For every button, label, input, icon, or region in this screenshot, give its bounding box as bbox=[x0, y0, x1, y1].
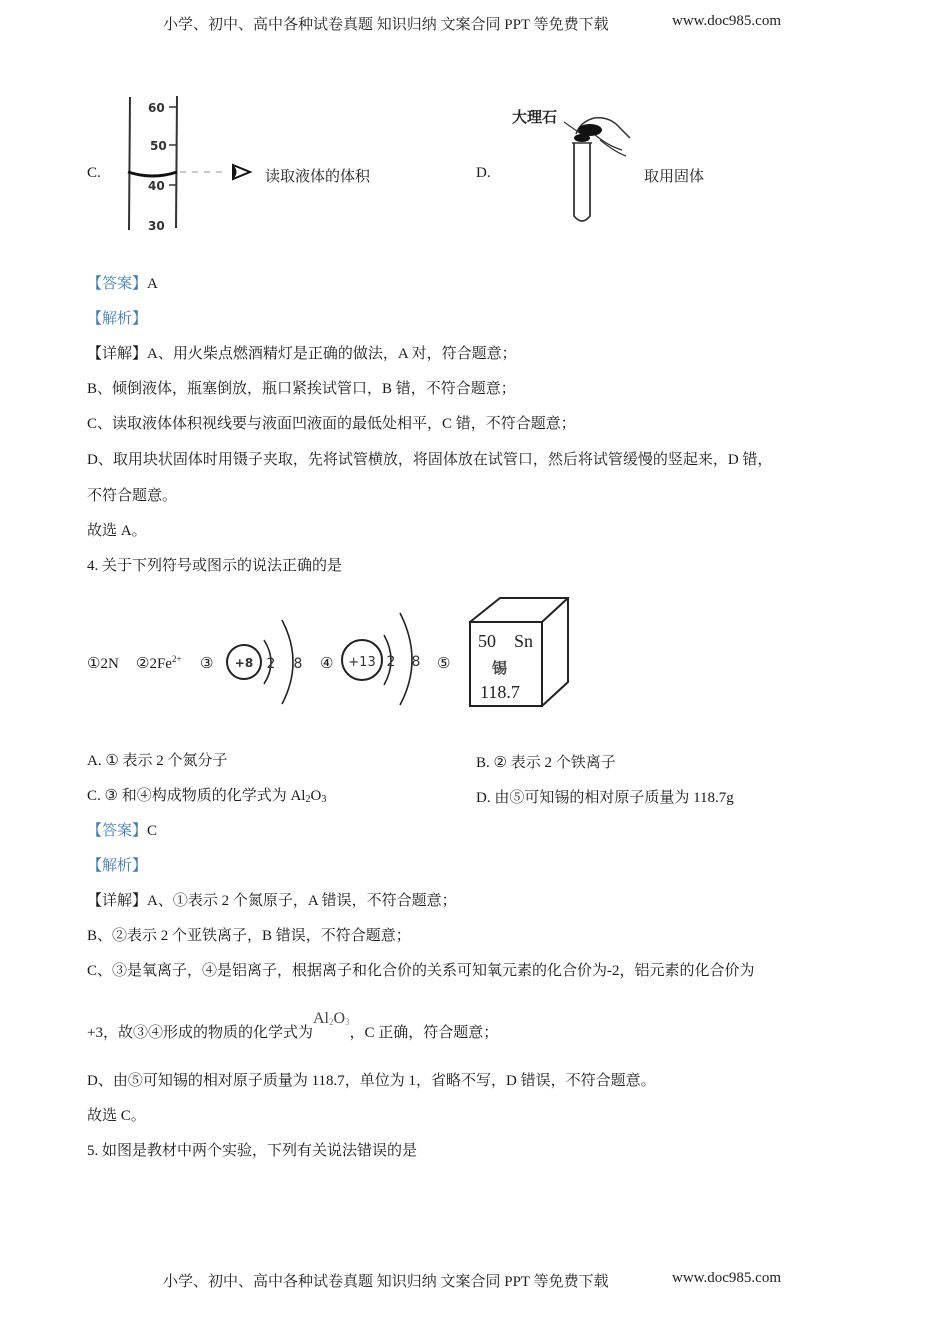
subscript: 3 bbox=[345, 1017, 350, 1027]
symbol-2-label: ② bbox=[136, 656, 150, 672]
symbol-5-label: ⑤ bbox=[437, 656, 451, 672]
element-symbol: Sn bbox=[514, 631, 534, 651]
graduated-cylinder-figure bbox=[120, 92, 260, 234]
detail-line-c: C、③是氧离子，④是铝离子，根据离子和化合价的关系可知氧元素的化合价为-2，铝元素的化合价为 bbox=[87, 963, 755, 979]
formula-al2o3 bbox=[313, 1010, 350, 1027]
detail-tag: 【详解】 bbox=[87, 346, 148, 362]
detail-line-d: D、取用块状固体时用镊子夹取，先将试管横放，将固体放在试管口，然后将试管缓慢的竖起来，D 错， bbox=[87, 452, 773, 468]
detail-text: A、①表示 2 个氮原子，A 错误，不符合题意； bbox=[147, 893, 457, 909]
answer-tag: 【答案】 bbox=[87, 823, 148, 839]
detail-line-a bbox=[87, 344, 517, 364]
detail-line-b: B、②表示 2 个亚铁离子，B 错误，不符合题意； bbox=[87, 928, 411, 944]
conclusion-q4: 故选 C。 bbox=[87, 1108, 146, 1124]
option-c-text: C. ③ 和④构成物质的化学式为 Al bbox=[87, 788, 306, 804]
symbol-1-value: 2N bbox=[100, 656, 119, 672]
detail-line-b: B、倾倒液体，瓶塞倒放，瓶口紧挨试管口，B 错，不符合题意； bbox=[87, 381, 516, 397]
scale-label-60: 60 bbox=[148, 101, 165, 115]
answer-value: C bbox=[147, 823, 158, 839]
detail-text: A、用火柴点燃酒精灯是正确的做法，A 对，符合题意； bbox=[147, 346, 517, 362]
shell-1-electrons: 2 bbox=[386, 654, 396, 670]
element-name: 锡 bbox=[492, 659, 508, 677]
nucleus-charge: +13 bbox=[348, 655, 376, 670]
symbol-1-label: ① bbox=[87, 656, 101, 672]
eye-icon bbox=[233, 165, 250, 179]
question-4-stem: 4. 关于下列符号或图示的说法正确的是 bbox=[87, 558, 343, 574]
option-d: D. 由⑤可知锡的相对原子质量为 118.7g bbox=[476, 790, 734, 806]
oxygen-ion-structure-diagram bbox=[222, 612, 312, 712]
scale-label-30: 30 bbox=[148, 219, 165, 233]
scale-label-50: 50 bbox=[150, 139, 167, 153]
detail-line-c: C、读取液体体积视线要与液面凹液面的最低处相平，C 错，不符合题意； bbox=[87, 416, 576, 432]
aluminum-ion-structure-diagram bbox=[340, 605, 430, 710]
formula-part: O bbox=[333, 1010, 346, 1027]
nucleus-charge: +8 bbox=[234, 656, 254, 670]
option-a: A. ① 表示 2 个氮分子 bbox=[87, 753, 228, 769]
symbol-2-value: 2Fe bbox=[149, 656, 172, 672]
option-d-caption: 取用固体 bbox=[644, 169, 705, 185]
symbol-4-label: ④ bbox=[320, 656, 334, 672]
answer-tag: 【答案】 bbox=[87, 276, 148, 292]
option-c bbox=[87, 786, 326, 810]
page-header-url: www.doc985.com bbox=[672, 13, 782, 29]
symbol-1 bbox=[87, 654, 119, 673]
hand-with-tweezers-icon bbox=[574, 118, 630, 156]
answer-line-q3 bbox=[87, 274, 158, 294]
page-header-text: 小学、初中、高中各种试卷真题 知识归纳 文案合同 PPT 等免费下载 bbox=[163, 17, 609, 33]
question-5-stem: 5. 如图是教材中两个实验，下列有关说法错误的是 bbox=[87, 1143, 418, 1159]
detail-line-a bbox=[87, 891, 457, 911]
option-b: B. ② 表示 2 个铁离子 bbox=[476, 755, 616, 771]
scale-label-40: 40 bbox=[148, 179, 165, 193]
marble-label: 大理石 bbox=[512, 108, 558, 126]
tin-element-card-figure bbox=[462, 594, 577, 712]
detail-line-d: D、由⑤可知锡的相对原子质量为 118.7，单位为 1，省略不写，D 错误，不符合题意。 bbox=[87, 1073, 656, 1089]
shell-2-electrons: 8 bbox=[293, 656, 303, 672]
option-c-caption: 读取液体的体积 bbox=[265, 169, 371, 185]
option-c-text: O bbox=[310, 788, 322, 804]
option-d-letter: D. bbox=[476, 165, 491, 181]
analysis-tag: 【解析】 bbox=[87, 858, 148, 874]
formula-part: Al bbox=[312, 1010, 329, 1027]
page-footer-url: www.doc985.com bbox=[672, 1270, 782, 1286]
symbol-2-charge: 2+ bbox=[171, 654, 182, 664]
detail-line-d-cont: 不符合题意。 bbox=[87, 488, 178, 504]
symbol-3-label: ③ bbox=[200, 656, 214, 672]
detail-text: +3，故③④形成的物质的化学式为 bbox=[87, 1025, 313, 1041]
analysis-tag: 【解析】 bbox=[87, 311, 148, 327]
atomic-mass: 118.7 bbox=[480, 682, 520, 702]
answer-line-q4 bbox=[87, 821, 157, 841]
subscript: 3 bbox=[321, 794, 327, 805]
page-footer-text: 小学、初中、高中各种试卷真题 知识归纳 文案合同 PPT 等免费下载 bbox=[163, 1274, 609, 1290]
subscript: 2 bbox=[305, 794, 311, 805]
option-c-letter: C. bbox=[87, 165, 101, 181]
detail-line-c-cont bbox=[87, 1010, 499, 1046]
shell-2-electrons: 8 bbox=[411, 654, 421, 670]
symbol-2 bbox=[136, 654, 182, 673]
answer-value: A bbox=[147, 276, 158, 292]
subscript: 2 bbox=[328, 1017, 334, 1027]
detail-tag: 【详解】 bbox=[87, 893, 148, 909]
atomic-number: 50 bbox=[478, 631, 496, 651]
shell-1-electrons: 2 bbox=[266, 656, 276, 672]
conclusion-q3: 故选 A。 bbox=[87, 523, 147, 539]
detail-text: ，C 正确，符合题意； bbox=[349, 1025, 499, 1041]
test-tube-figure bbox=[560, 108, 640, 230]
